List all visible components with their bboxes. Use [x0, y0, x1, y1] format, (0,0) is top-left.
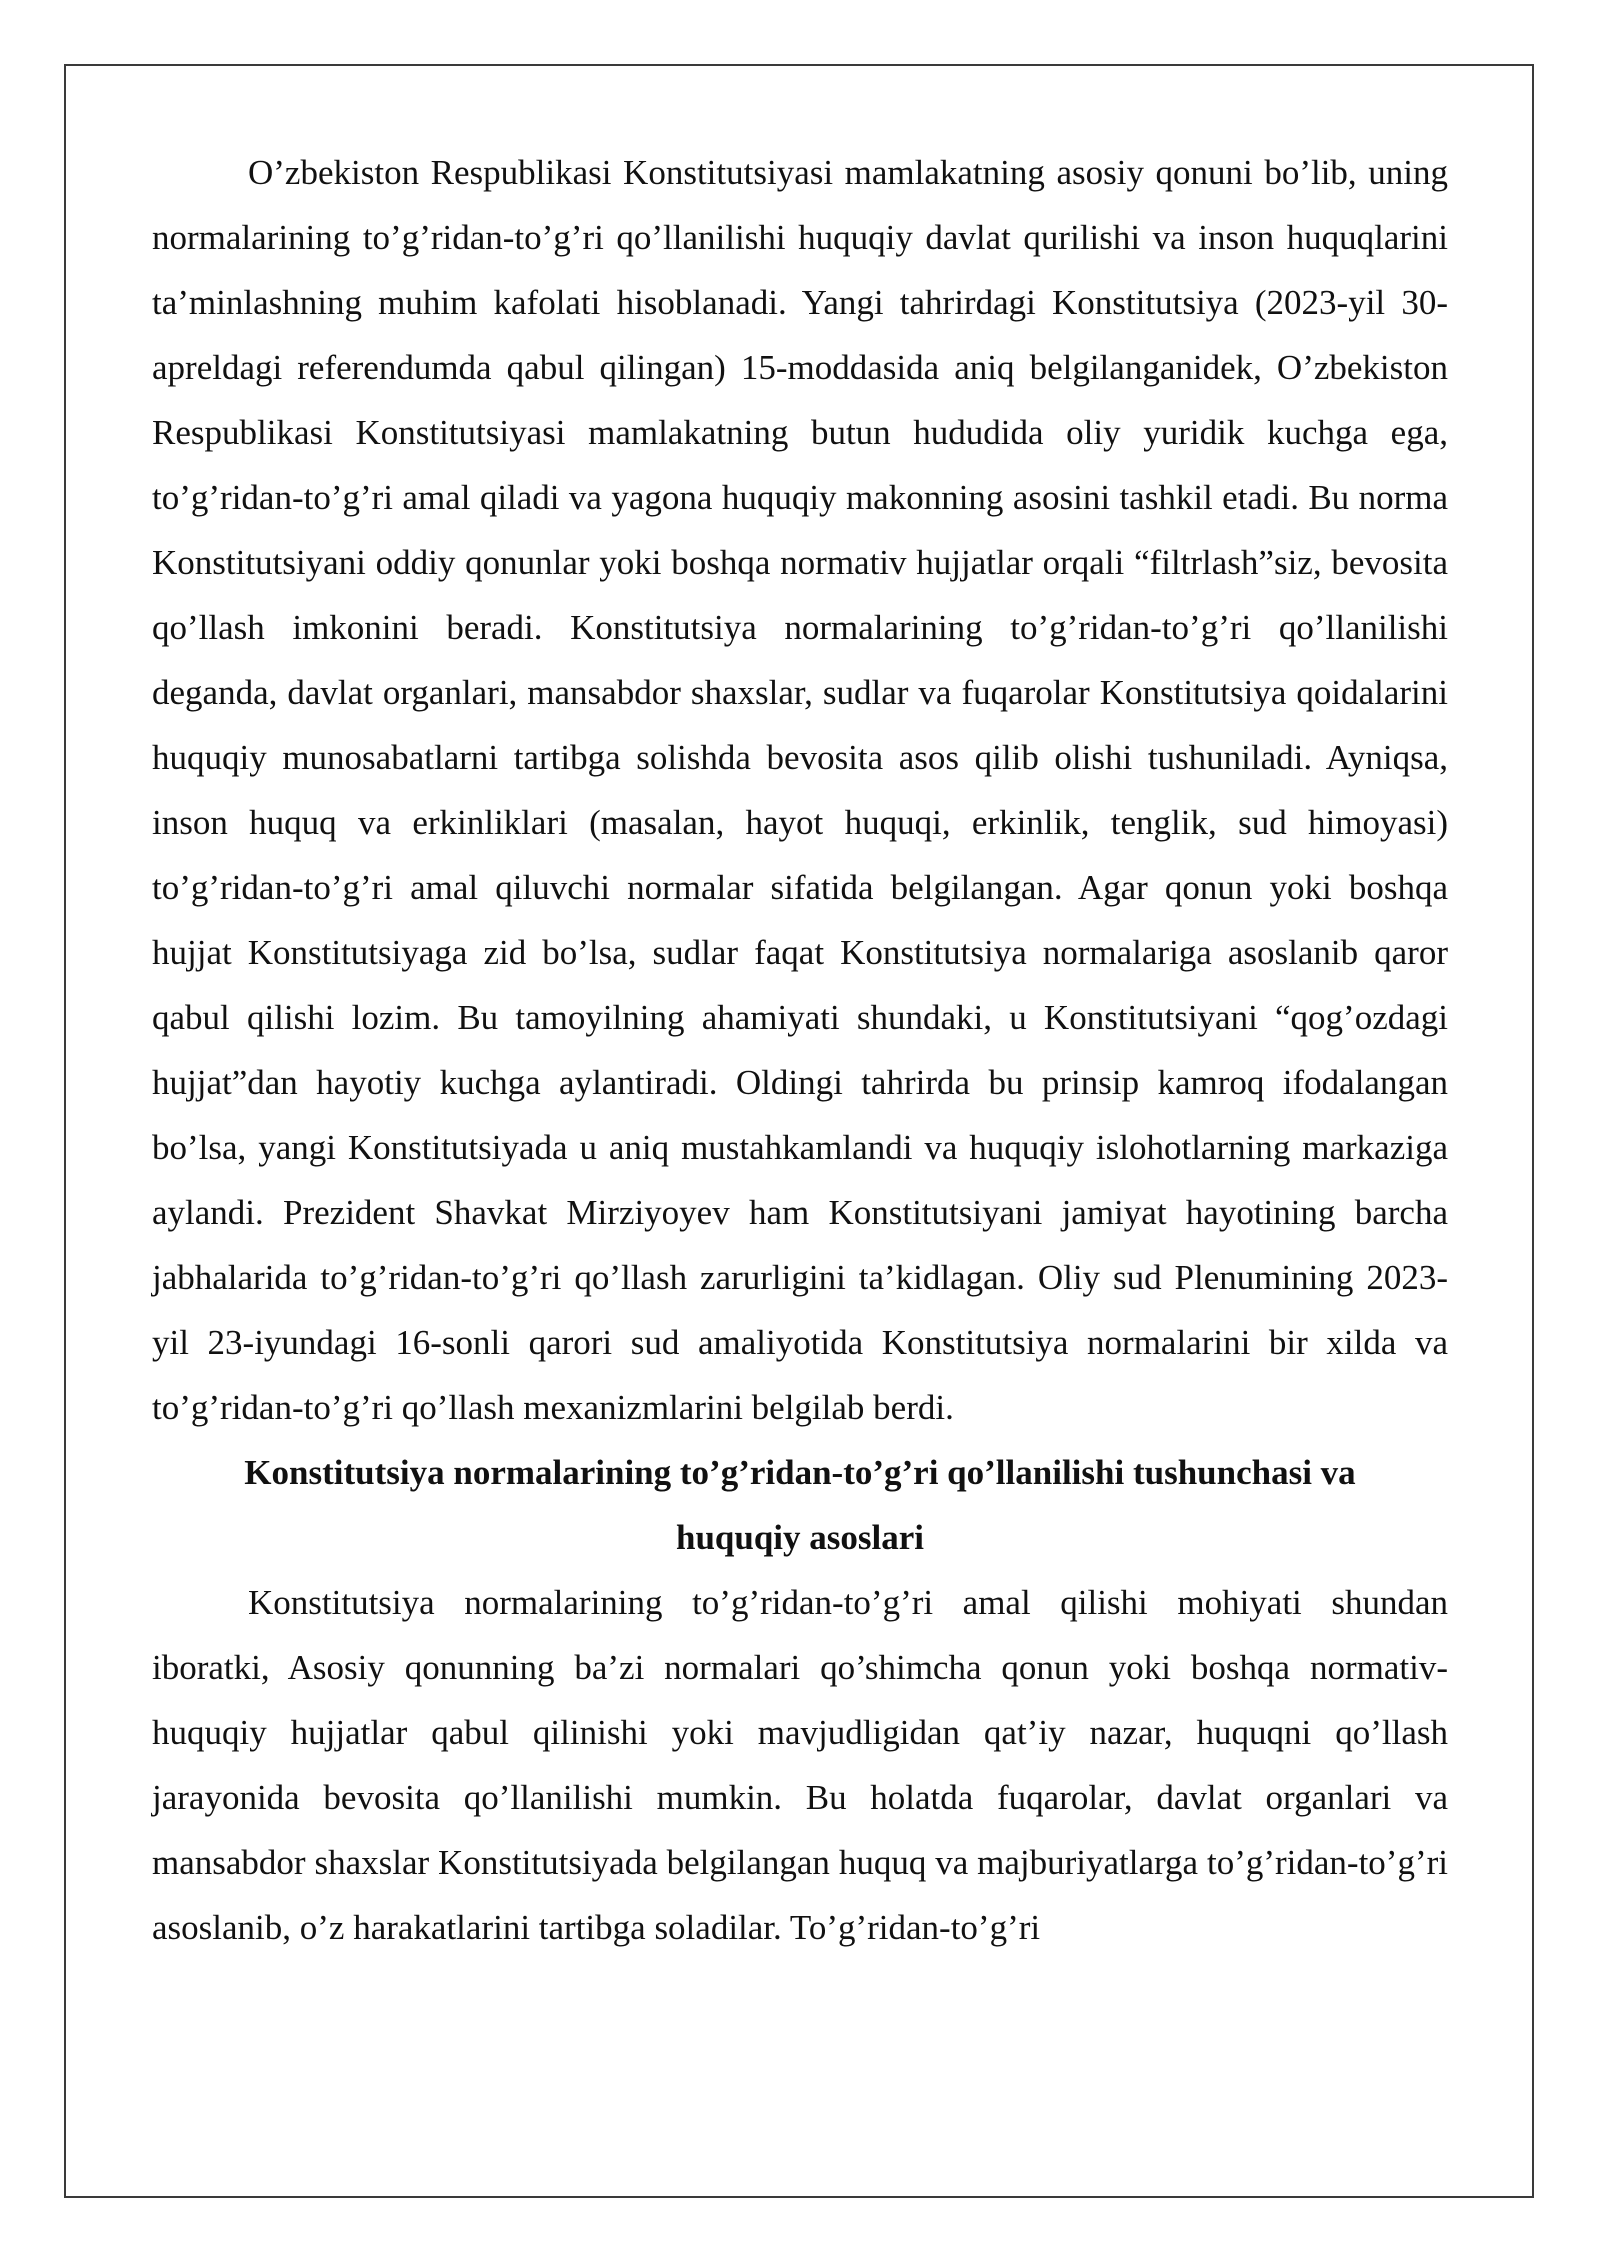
document-body	[152, 140, 1448, 1960]
paragraph-section: Konstitutsiya normalarining to’g’ridan-to’g’ri amal qilishi mohiyati shundan iboratki, Asosiy qonunning ba’zi normalari qo’shimcha qonun yoki boshqa normativ-huquqiy hujjatlar qabul qilinishi yoki mavjudligidan qat’iy nazar, huquqni qo’llash jarayonida bevosita qo’llanilishi mumkin. Bu holatda fuqarolar, davlat organlari va mansabdor shaxslar Konstitutsiyada belgilangan huquq va majburiyatlarga to’g’ridan-to’g’ri asoslanib, o’z harakatlarini tartibga soladilar. To’g’ridan-to’g’ri	[152, 1583, 1448, 1947]
paragraph-intro: O’zbekiston Respublikasi Konstitutsiyasi mamlakatning asosiy qonuni bo’lib, uning normalarining to’g’ridan-to’g’ri qo’llanilishi huquqiy davlat qurilishi va inson huquqlarini ta’minlashning muhim kafolati hisoblanadi. Yangi tahrirdagi Konstitutsiya (2023-yil 30-apreldagi referendumda qabul qilingan) 15-moddasida aniq belgilanganidek, O’zbekiston Respublikasi Konstitutsiyasi mamlakatning butun hududida oliy yuridik kuchga ega, to’g’ridan-to’g’ri amal qiladi va yagona huquqiy makonning asosini tashkil etadi. Bu norma Konstitutsiyani oddiy qonunlar yoki boshqa normativ hujjatlar orqali “filtrlash”siz, bevosita qo’llash imkonini beradi. Konstitutsiya normalarining to’g’ridan-to’g’ri qo’llanilishi deganda, davlat organlari, mansabdor shaxslar, sudlar va fuqarolar Konstitutsiya qoidalarini huquqiy munosabatlarni tartibga solishda bevosita asos qilib olishi tushuniladi. Ayniqsa, inson huquq va erkinliklari (masalan, hayot huquqi, erkinlik, tenglik, sud himoyasi) to’g’ridan-to’g’ri amal qiluvchi normalar sifatida belgilangan. Agar qonun yoki boshqa hujjat Konstitutsiyaga zid bo’lsa, sudlar faqat Konstitutsiya normalariga asoslanib qaror qabul qilishi lozim. Bu tamoyilning ahamiyati shundaki, u Konstitutsiyani “qog’ozdagi hujjat”dan hayotiy kuchga aylantiradi. Oldingi tahrirda bu prinsip kamroq ifodalangan bo’lsa, yangi Konstitutsiyada u aniq mustahkamlandi va huquqiy islohotlarning markaziga aylandi. Prezident Shavkat Mirziyoyev ham Konstitutsiyani jamiyat hayotining barcha jabhalarida to’g’ridan-to’g’ri qo’llash zarurligini ta’kidlagan. Oliy sud Plenumining 2023-yil 23-iyundagi 16-sonli qarori sud amaliyotida Konstitutsiya normalarini bir xilda va to’g’ridan-to’g’ri qo’llash mexanizmlarini belgilab berdi.	[152, 153, 1448, 1427]
section-heading: Konstitutsiya normalarining to’g’ridan-to’g’ri qo’llanilishi tushunchasi va huquqiy asoslari	[244, 1453, 1356, 1557]
